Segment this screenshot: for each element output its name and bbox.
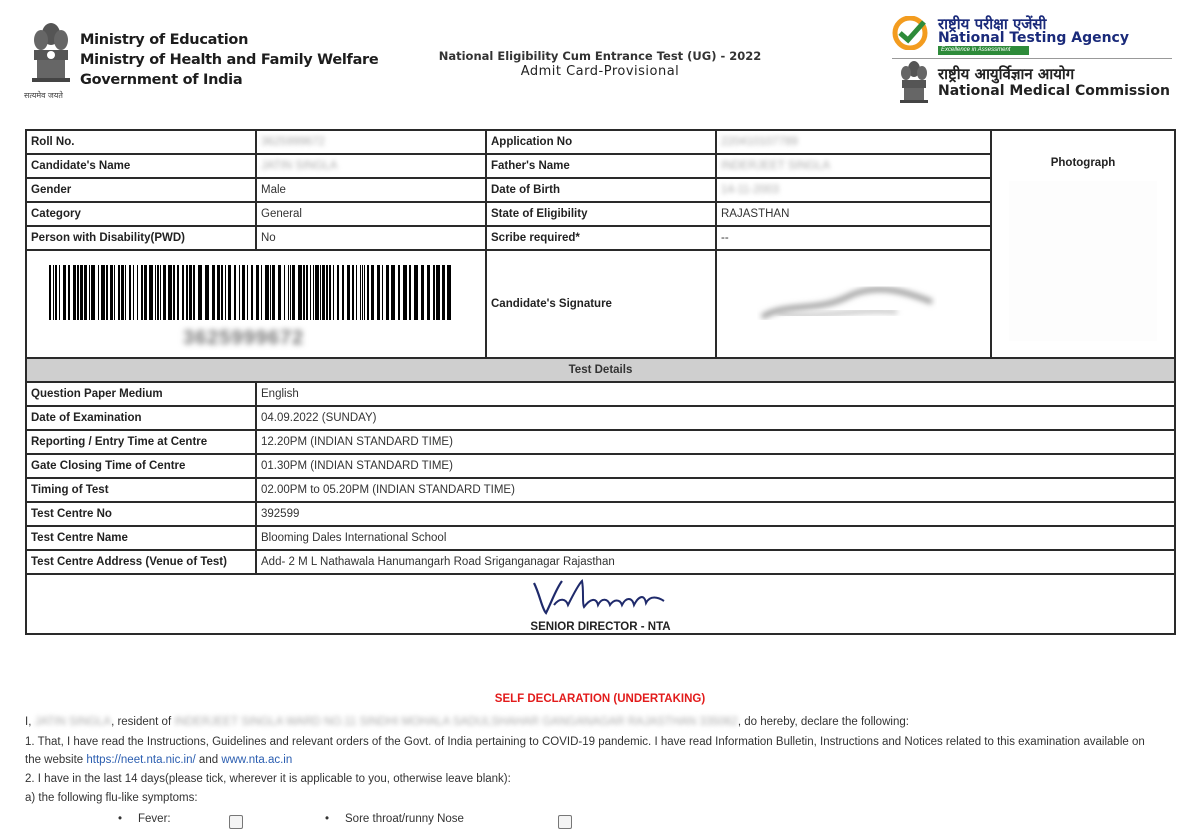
test-row-value: 392599 [256, 502, 1175, 526]
ministry-education: Ministry of Education [80, 32, 249, 48]
barcode-bar [306, 265, 308, 320]
barcode-bar [98, 265, 99, 320]
nmc-name-hindi: राष्ट्रीय आयुर्विज्ञान आयोग [938, 65, 1075, 83]
barcode-bar [221, 265, 223, 320]
gender-label: Gender [26, 178, 256, 202]
barcode [49, 265, 459, 320]
barcode-bar [173, 265, 175, 320]
neet-website-link[interactable]: https://neet.nta.nic.in/ [86, 754, 196, 766]
barcode-bar [205, 265, 209, 320]
barcode-bar [63, 265, 66, 320]
barcode-bar [118, 265, 120, 320]
barcode-bar [234, 265, 236, 320]
bullet-marker: • [118, 813, 123, 825]
intro-prefix: I, [25, 716, 32, 728]
barcode-bar [329, 265, 331, 320]
barcode-bar [288, 265, 289, 320]
sore-throat-checkbox[interactable] [558, 815, 572, 829]
barcode-bar [186, 265, 188, 320]
barcode-bar [114, 265, 115, 320]
header-divider [892, 58, 1172, 59]
barcode-bar [292, 265, 295, 320]
barcode-bar [261, 265, 262, 320]
director-signature [526, 575, 676, 619]
test-row-label: Test Centre No [26, 502, 256, 526]
father-name-value [716, 154, 991, 178]
barcode-bar [391, 265, 395, 320]
barcode-bar [68, 265, 70, 320]
national-emblem-icon [26, 20, 76, 100]
candidate-signature-cell [716, 250, 991, 358]
barcode-bar [356, 265, 357, 320]
director-label: SENIOR DIRECTOR - NTA [530, 621, 671, 633]
barcode-bar [414, 265, 418, 320]
barcode-bar [160, 265, 161, 320]
barcode-bar [49, 265, 51, 320]
barcode-bar [189, 265, 192, 320]
barcode-bar [360, 265, 361, 320]
barcode-bar [320, 265, 321, 320]
barcode-bar [436, 265, 440, 320]
fever-checkbox[interactable] [229, 815, 243, 829]
test-details-heading: Test Details [26, 358, 1175, 382]
barcode-bar [225, 265, 226, 320]
barcode-bar [278, 265, 281, 320]
barcode-bar [106, 265, 108, 320]
admit-card-header [0, 0, 1200, 118]
exam-title: National Eligibility Cum Entrance Test (UG) - 2022 [438, 49, 762, 63]
ministry-block [80, 30, 378, 90]
barcode-bar [398, 265, 400, 320]
fever-label: Fever: [138, 813, 171, 825]
barcode-bar [342, 265, 344, 320]
application-no-label: Application No [486, 130, 716, 154]
test-row-value: Blooming Dales International School [256, 526, 1175, 550]
barcode-bar [110, 265, 113, 320]
nta-logo-icon [890, 16, 930, 50]
barcode-bar [303, 265, 305, 320]
barcode-bar [177, 265, 179, 320]
barcode-bar [80, 265, 83, 320]
roll-no-blurred: 3625999672 [261, 136, 325, 148]
gender-value: Male [256, 178, 486, 202]
barcode-bar [313, 265, 314, 320]
barcode-bar [141, 265, 143, 320]
barcode-bar [409, 265, 411, 320]
nmc-name-english: National Medical Commission [938, 83, 1170, 99]
nta-tagline: Excellence in Assessment [938, 46, 1029, 55]
barcode-bar [284, 265, 285, 320]
government-of-india: Government of India [80, 72, 243, 88]
document-title [400, 48, 800, 80]
barcode-bar [386, 265, 389, 320]
barcode-bar [239, 265, 240, 320]
barcode-bar [84, 265, 87, 320]
category-value: General [256, 202, 486, 226]
scribe-value: -- [716, 226, 991, 250]
scribe-label: Scribe required* [486, 226, 716, 250]
state-value: RAJASTHAN [716, 202, 991, 226]
pwd-value: No [256, 226, 486, 250]
barcode-bar [362, 265, 363, 320]
barcode-cell [26, 250, 486, 358]
barcode-bar [377, 265, 380, 320]
barcode-bar [270, 265, 271, 320]
test-row-value: 04.09.2022 (SUNDAY) [256, 406, 1175, 430]
barcode-bar [382, 265, 383, 320]
barcode-bar [364, 265, 365, 320]
barcode-bar [137, 265, 138, 320]
roll-no-label: Roll No. [26, 130, 256, 154]
barcode-bar [256, 265, 259, 320]
declaration-point-2a: a) the following flu-like symptoms: [25, 792, 198, 804]
website-prefix: the website [25, 754, 84, 766]
photo-cell [991, 130, 1175, 358]
barcode-bar [157, 265, 159, 320]
barcode-bar [149, 265, 153, 320]
admit-card-table [25, 129, 1176, 635]
barcode-bar [53, 265, 54, 320]
barcode-bar [251, 265, 253, 320]
test-row-label: Timing of Test [26, 478, 256, 502]
barcode-bar [168, 265, 172, 320]
test-row-label: Gate Closing Time of Centre [26, 454, 256, 478]
barcode-bar [352, 265, 354, 320]
symptom-fever [118, 813, 171, 825]
father-name-blurred: INDERJEET SINGLA [721, 160, 831, 172]
test-row-label: Test Centre Name [26, 526, 256, 550]
barcode-bar [182, 265, 184, 320]
barcode-bar [193, 265, 195, 320]
barcode-bar [322, 265, 325, 320]
father-name-label: Father's Name [486, 154, 716, 178]
card-type: Admit Card-Provisional [520, 64, 680, 79]
declaration-point-1: 1. That, I have read the Instructions, Guidelines and relevant orders of the Govt. of India pertaining to COVID-19 pandemic. I have read Information Bulletin, Instructions and Notices related to this examination available on [25, 736, 1145, 748]
declaration-point-1-cont [25, 754, 292, 766]
barcode-bar [247, 265, 248, 320]
and-text: and [198, 754, 219, 766]
barcode-bar [163, 265, 166, 320]
intro-address-blurred: INDERJEET SINGLA WARD NO.11 SINDHI MOHALA SADULSHAHAR GANGANAGAR RAJASTHAN 335062 [174, 716, 738, 728]
declaration-intro [25, 716, 909, 728]
candidate-signature [757, 282, 937, 328]
nta-name-english: National Testing Agency [938, 30, 1129, 46]
declaration-point-2: 2. I have in the last 14 days(please tick, wherever it is applicable to you, otherwise leave blank): [25, 773, 511, 785]
dob-value [716, 178, 991, 202]
barcode-bar [198, 265, 202, 320]
barcode-bar [290, 265, 291, 320]
barcode-bar [73, 265, 76, 320]
emblem-motto: सत्यमेव जयते [24, 91, 63, 100]
test-row-value: 01.30PM (INDIAN STANDARD TIME) [256, 454, 1175, 478]
self-declaration-heading: SELF DECLARATION (UNDERTAKING) [494, 693, 706, 705]
barcode-bar [228, 265, 231, 320]
barcode-bar [337, 265, 339, 320]
director-signature-cell [26, 574, 1175, 634]
barcode-bar [315, 265, 319, 320]
symptom-sore-throat [325, 813, 464, 825]
intro-suffix: , do hereby, declare the following: [737, 716, 909, 728]
test-row-value: English [256, 382, 1175, 406]
barcode-bar [242, 265, 245, 320]
test-row-label: Test Centre Address (Venue of Test) [26, 550, 256, 574]
candidate-photo [1009, 181, 1157, 341]
candidate-name-label: Candidate's Name [26, 154, 256, 178]
barcode-bar [403, 265, 407, 320]
barcode-bar [101, 265, 105, 320]
barcode-bar [298, 265, 302, 320]
barcode-bar [347, 265, 350, 320]
dob-label: Date of Birth [486, 178, 716, 202]
barcode-bar [442, 265, 445, 320]
barcode-bar [421, 265, 424, 320]
test-row-label: Date of Examination [26, 406, 256, 430]
barcode-bar [333, 265, 334, 320]
barcode-bar [125, 265, 126, 320]
barcode-bar [433, 265, 435, 320]
bullet-marker: • [325, 813, 330, 825]
test-row-label: Reporting / Entry Time at Centre [26, 430, 256, 454]
candidate-name-value [256, 154, 486, 178]
barcode-bar [59, 265, 60, 320]
barcode-bar [89, 265, 90, 320]
application-no-value [716, 130, 991, 154]
application-no-blurred: 220410107789 [721, 136, 798, 148]
sore-throat-label: Sore throat/runny Nose [345, 813, 464, 825]
intro-name-blurred: JATIN SINGLA [34, 716, 112, 728]
barcode-bar [272, 265, 275, 320]
barcode-bar [326, 265, 328, 320]
pwd-label: Person with Disability(PWD) [26, 226, 256, 250]
barcode-bar [371, 265, 374, 320]
barcode-bar [144, 265, 147, 320]
barcode-bar [121, 265, 124, 320]
intro-middle: , resident of [111, 716, 172, 728]
candidate-name-blurred: JATIN SINGLA [261, 160, 338, 172]
barcode-bar [91, 265, 95, 320]
roll-no-value [256, 130, 486, 154]
ministry-health: Ministry of Health and Family Welfare [80, 52, 379, 68]
barcode-bar [217, 265, 220, 320]
barcode-bar [133, 265, 134, 320]
barcode-bar [129, 265, 131, 320]
test-row-value: 02.00PM to 05.20PM (INDIAN STANDARD TIME) [256, 478, 1175, 502]
nmc-emblem-icon [896, 60, 932, 106]
barcode-bar [427, 265, 430, 320]
barcode-bar [55, 265, 57, 320]
barcode-bar [212, 265, 215, 320]
category-label: Category [26, 202, 256, 226]
barcode-bar [77, 265, 79, 320]
signature-label: Candidate's Signature [486, 250, 716, 358]
barcode-bar [310, 265, 311, 320]
barcode-bar [155, 265, 156, 320]
barcode-number: 3625999672 [183, 327, 305, 349]
test-row-label: Question Paper Medium [26, 382, 256, 406]
test-row-value: 12.20PM (INDIAN STANDARD TIME) [256, 430, 1175, 454]
dob-blurred: 14-11-2003 [721, 184, 779, 196]
nta-website-link[interactable]: www.nta.ac.in [221, 754, 293, 766]
barcode-bar [265, 265, 269, 320]
photo-label: Photograph [1050, 157, 1116, 169]
test-row-value: Add- 2 M L Nathawala Hanumangarh Road Sriganganagar Rajasthan [256, 550, 1175, 574]
barcode-bar [447, 265, 451, 320]
state-label: State of Eligibility [486, 202, 716, 226]
barcode-bar [367, 265, 369, 320]
nta-name-hindi: राष्ट्रीय परीक्षा एजेंसी [938, 15, 1047, 33]
